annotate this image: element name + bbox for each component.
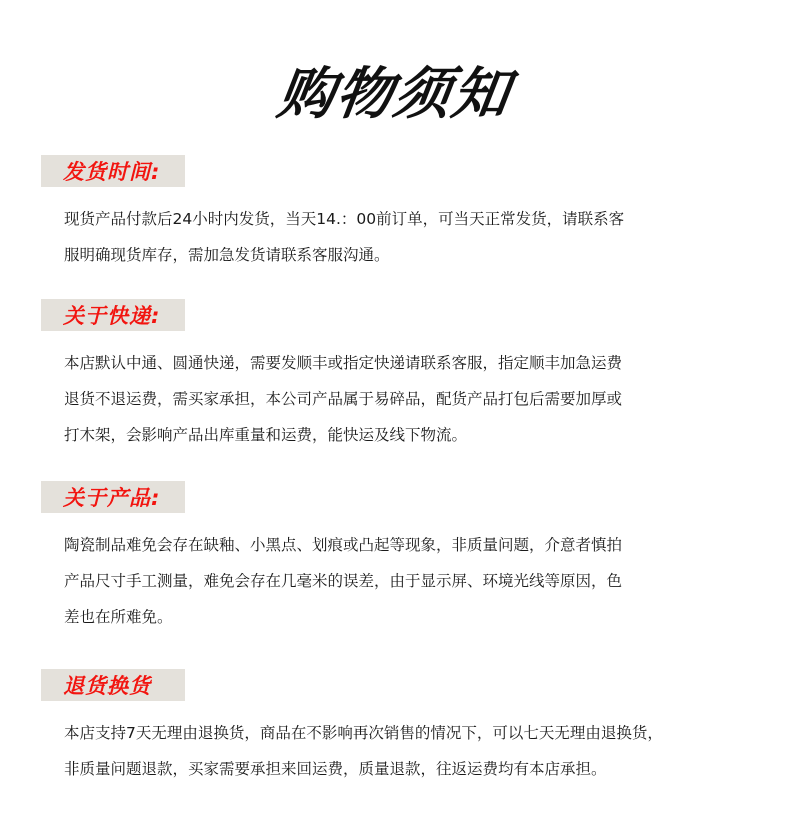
paragraph-line: 差也在所难免。 (64, 608, 173, 626)
section-returns (41, 669, 663, 787)
section-heading (41, 669, 185, 701)
section-heading (41, 481, 185, 513)
paragraph-line: 本店支持7天无理由退换货，商品在不影响再次销售的情况下，可以七天无理由退换货， (64, 724, 663, 742)
section-express (41, 299, 622, 453)
paragraph-line: 服明确现货库存，需加急发货请联系客服沟通。 (64, 246, 390, 264)
paragraph-line: 陶瓷制品难免会存在缺釉、小黑点、划痕或凸起等现象，非质量问题，介意者慎拍 (64, 536, 623, 554)
section-heading (41, 299, 185, 331)
section-shipping-time (41, 155, 624, 273)
section-heading-text: 关于产品: (63, 486, 161, 510)
paragraph-line: 产品尺寸手工测量，难免会存在几毫米的误差，由于显示屏、环境光线等原因，色 (64, 572, 623, 590)
section-heading-text: 退货换货 (63, 674, 151, 698)
paragraph-line: 现货产品付款后24小时内发货，当天14.：00前订单，可当天正常发货，请联系客 (64, 210, 625, 228)
paragraph-line: 非质量问题退款，买家需要承担来回运费，质量退款，往返运费均有本店承担。 (64, 760, 607, 778)
section-heading (41, 155, 185, 187)
page-title: 购物须知 (273, 62, 515, 127)
paragraph-line: 本店默认中通、圆通快递，需要发顺丰或指定快递请联系客服，指定顺丰加急运费 (64, 354, 623, 372)
section-product (41, 481, 622, 635)
paragraph-line: 打木架，会影响产品出库重量和运费，能快运及线下物流。 (64, 426, 468, 444)
section-heading-text: 发货时间: (63, 160, 161, 184)
paragraph-line: 退货不退运费，需买家承担，本公司产品属于易碎品，配货产品打包后需要加厚或 (64, 390, 623, 408)
section-heading-text: 关于快递: (63, 304, 161, 328)
